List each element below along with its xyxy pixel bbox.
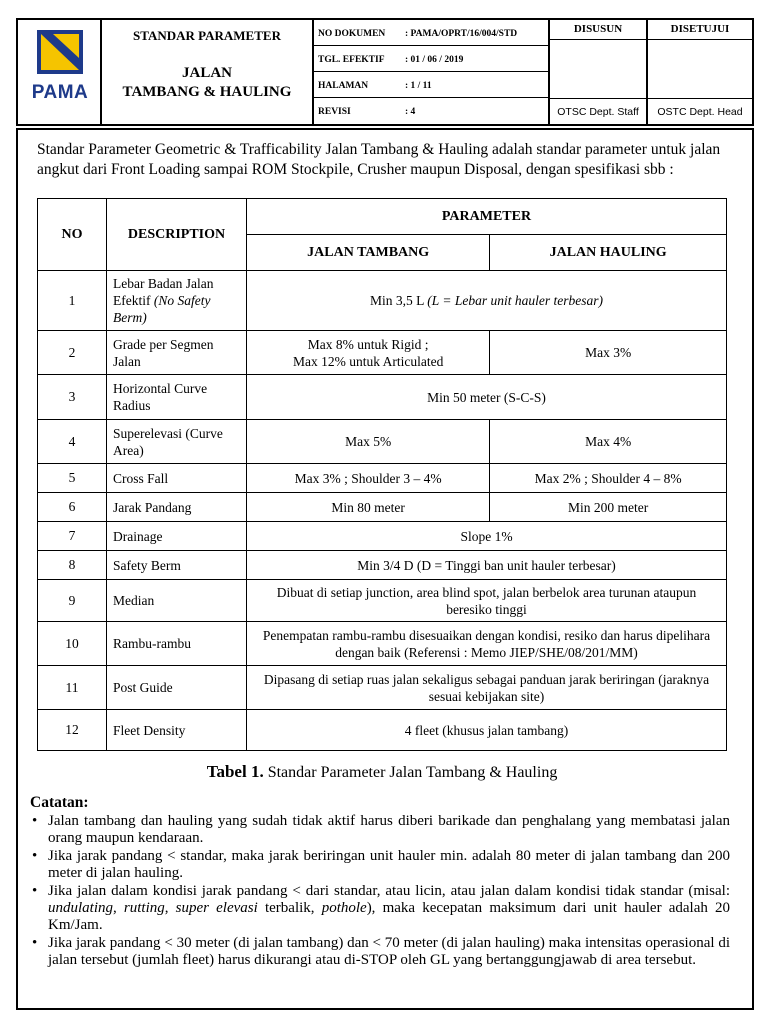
row-description: Drainage <box>107 522 247 551</box>
table-row <box>38 580 727 622</box>
row-description: Fleet Density <box>107 710 247 751</box>
row-no: 2 <box>38 331 107 375</box>
prepared-by-name: OTSC Dept. Staff <box>550 98 646 124</box>
table-row <box>38 622 727 666</box>
header-no: NO <box>38 199 107 271</box>
row-merged-value <box>247 271 727 331</box>
table-caption <box>37 762 727 782</box>
page-value: : 1 / 11 <box>405 81 432 91</box>
row-description-text: Lebar Badan Jalan Efektif <box>113 276 214 308</box>
table-row <box>38 522 727 551</box>
note-text: , <box>113 900 124 916</box>
table-row <box>38 420 727 464</box>
title-main <box>102 64 312 102</box>
document-title <box>102 20 314 124</box>
effective-date-value: : 01 / 06 / 2019 <box>405 55 464 65</box>
document-header <box>16 18 754 126</box>
row-no: 7 <box>38 522 107 551</box>
pama-logo-icon <box>23 28 97 80</box>
row-no: 1 <box>38 271 107 331</box>
table-row <box>38 551 727 580</box>
page-row <box>314 72 548 98</box>
page-label: HALAMAN <box>318 81 369 91</box>
title-top: STANDAR PARAMETER <box>133 28 281 43</box>
approved-by-label: DISETUJUI <box>648 20 752 40</box>
row-description: Median <box>107 580 247 622</box>
row-description: Superelevasi (Curve Area) <box>107 420 247 464</box>
note-text: ), maka kecepatan maksimum dari unit hauler adalah 20 Km/Jam. <box>48 900 731 933</box>
company-logo <box>18 20 102 124</box>
row-no: 3 <box>38 375 107 420</box>
note-text: terbalik, <box>257 900 322 916</box>
prepared-by-box <box>550 20 648 124</box>
row-value-text: Min 3,5 L <box>370 293 428 308</box>
row-no: 11 <box>38 666 107 710</box>
row-description: Horizontal Curve Radius <box>107 375 247 420</box>
row-hauling-value: Max 4% <box>490 420 727 464</box>
note-text: , <box>164 900 176 916</box>
note-term: undulating <box>48 900 114 916</box>
note-text: Jika jalan dalam kondisi jarak pandang < dari standar, atau licin, atau jalan dalam kondisi tidak standar (misal: <box>48 883 730 899</box>
intro-paragraph: Standar Parameter Geometric & Trafficability Jalan Tambang & Hauling adalah standar parameter untuk jalan angkut dari Front Loading sampai ROM Stockpile, Crusher maupun Disposal, dengan spesifikasi sbb : <box>37 141 721 178</box>
note-term: rutting <box>123 900 165 916</box>
row-hauling-value: Max 2% ; Shoulder 4 – 8% <box>490 464 727 493</box>
document-info <box>314 20 550 124</box>
revision-value: : 4 <box>405 107 416 117</box>
table-row <box>38 666 727 710</box>
table-row <box>38 271 727 331</box>
row-merged-value: Min 3/4 D (D = Tinggi ban unit hauler terbesar) <box>247 551 727 580</box>
doc-number-row <box>314 20 548 46</box>
notes-section <box>30 794 730 970</box>
approved-by-box <box>648 20 752 124</box>
row-no: 4 <box>38 420 107 464</box>
note-term: super elevasi <box>175 900 258 916</box>
notes-list <box>30 813 730 969</box>
row-description <box>107 271 247 331</box>
revision-label: REVISI <box>318 107 351 117</box>
doc-number-value: : PAMA/OPRT/16/004/STD <box>405 29 518 39</box>
row-no: 5 <box>38 464 107 493</box>
row-value-note: (L = Lebar unit hauler terbesar) <box>427 293 603 308</box>
row-merged-value: Penempatan rambu-rambu disesuaikan dengan kondisi, resiko dan harus dipelihara dengan baik (Referensi : Memo JIEP/SHE/08/201/MM) <box>247 622 727 666</box>
row-merged-value: Slope 1% <box>247 522 727 551</box>
effective-date-label: TGL. EFEKTIF <box>318 55 385 65</box>
row-merged-value: Min 50 meter (S-C-S) <box>247 375 727 420</box>
note-term: pothole <box>321 900 367 916</box>
approved-by-name: OSTC Dept. Head <box>648 98 752 124</box>
caption-label: Tabel 1. <box>206 762 264 781</box>
row-hauling-value: Min 200 meter <box>490 493 727 522</box>
logo-text: PAMA <box>31 82 89 103</box>
title-line-1: JALAN <box>181 65 232 81</box>
row-tambang-line-2: Max 12% untuk Articulated <box>292 353 444 369</box>
table-row <box>38 331 727 375</box>
table-row <box>38 493 727 522</box>
row-no: 9 <box>38 580 107 622</box>
row-tambang-value: Max 5% <box>247 420 490 464</box>
caption-text: Standar Parameter Jalan Tambang & Hauling <box>263 764 558 781</box>
header-parameter: PARAMETER <box>247 199 727 235</box>
title-line-2: TAMBANG & HAULING <box>122 84 292 100</box>
row-description: Grade per Segmen Jalan <box>107 331 247 375</box>
list-item <box>30 848 730 882</box>
row-tambang-value <box>247 331 490 375</box>
doc-number-label: NO DOKUMEN <box>318 29 386 39</box>
header-jalan-hauling: JALAN HAULING <box>490 235 727 271</box>
row-no: 12 <box>38 710 107 751</box>
row-tambang-value: Min 80 meter <box>247 493 490 522</box>
row-tambang-value: Max 3% ; Shoulder 3 – 4% <box>247 464 490 493</box>
list-item <box>30 813 730 847</box>
prepared-by-label: DISUSUN <box>550 20 646 40</box>
row-merged-value: 4 fleet (khusus jalan tambang) <box>247 710 727 751</box>
header-description: DESCRIPTION <box>107 199 247 271</box>
row-description-note: (No Safety Berm) <box>113 293 211 325</box>
row-description: Safety Berm <box>107 551 247 580</box>
revision-row <box>314 98 548 124</box>
row-merged-value: Dibuat di setiap junction, area blind spot, jalan berbelok area turunan ataupun beresiko tinggi <box>247 580 727 622</box>
table-row <box>38 710 727 751</box>
row-no: 10 <box>38 622 107 666</box>
row-description: Jarak Pandang <box>107 493 247 522</box>
parameter-table <box>37 198 727 751</box>
table-row <box>38 375 727 420</box>
row-hauling-value: Max 3% <box>490 331 727 375</box>
table-row <box>38 464 727 493</box>
effective-date-row <box>314 46 548 72</box>
list-item <box>30 883 730 934</box>
list-item <box>30 935 730 969</box>
note-text: Jalan tambang dan hauling yang sudah tidak aktif harus diberi barikade dan penghalang yang membatasi jalan orang maupun kendaraan. <box>48 813 730 846</box>
table-header-row <box>38 199 727 235</box>
row-no: 6 <box>38 493 107 522</box>
note-text: Jika jarak pandang < 30 meter (di jalan tambang) dan < 70 meter (di jalan hauling) maka intensitas operasional di jalan tersebut (jumlah fleet) harus dikurangi atau di-STOP oleh GL yang bertanggungjawab di area tersebut. <box>48 935 730 968</box>
header-jalan-tambang: JALAN TAMBANG <box>247 235 490 271</box>
notes-heading: Catatan: <box>30 794 89 811</box>
row-description: Cross Fall <box>107 464 247 493</box>
row-merged-value: Dipasang di setiap ruas jalan sekaligus sebagai panduan jarak beriringan (jaraknya sesuai kebijakan site) <box>247 666 727 710</box>
row-description: Rambu-rambu <box>107 622 247 666</box>
row-no: 8 <box>38 551 107 580</box>
row-description: Post Guide <box>107 666 247 710</box>
note-text: Jika jarak pandang < standar, maka jarak beriringan unit hauler min. adalah 80 meter di jalan tambang dan 200 meter di jalan hauling. <box>48 848 730 881</box>
row-tambang-line-1: Max 8% untuk Rigid ; <box>307 336 429 352</box>
